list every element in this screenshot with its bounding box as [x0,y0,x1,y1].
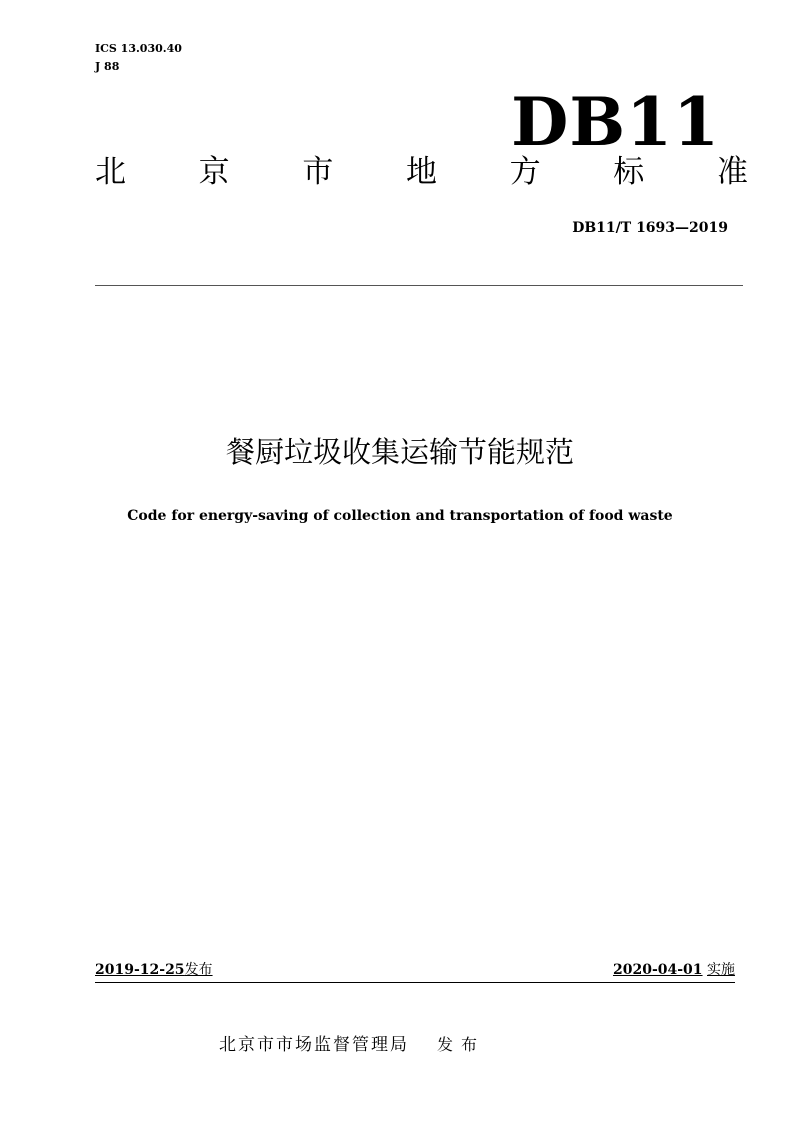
date-row [95,960,735,982]
standard-type [95,152,748,192]
classification-code: J 88 [95,60,120,73]
standard-type-char: 方 [509,154,541,190]
ics-code: ICS 13.030.40 [95,42,182,55]
issue-date-block [95,960,213,980]
issue-date: 2019-12-25 [95,962,185,978]
standard-type-char: 准 [716,154,748,190]
footer-divider [95,982,735,983]
standard-type-char: 地 [405,154,437,190]
issue-label: 发布 [184,962,213,978]
standard-logo: DB11 [511,83,720,161]
title-english: Code for energy-saving of collection and transportation of food waste [127,508,673,524]
issuer-name: 北京市市场监督管理局 [219,1035,409,1055]
issuer-action: 发布 [437,1035,486,1054]
standard-type-char: 北 [95,154,126,190]
standard-number: DB11/T 1693—2019 [572,220,728,236]
title-chinese: 餐厨垃圾收集运输节能规范 [225,435,574,469]
standard-type-char: 京 [198,154,230,190]
implement-date: 2020-04-01 [612,962,703,978]
implement-date-block [613,960,735,980]
header-divider [95,285,743,286]
issuer [219,1033,485,1057]
standard-type-char: 标 [613,154,645,190]
standard-type-char: 市 [302,154,334,190]
implement-label: 实施 [707,962,735,978]
